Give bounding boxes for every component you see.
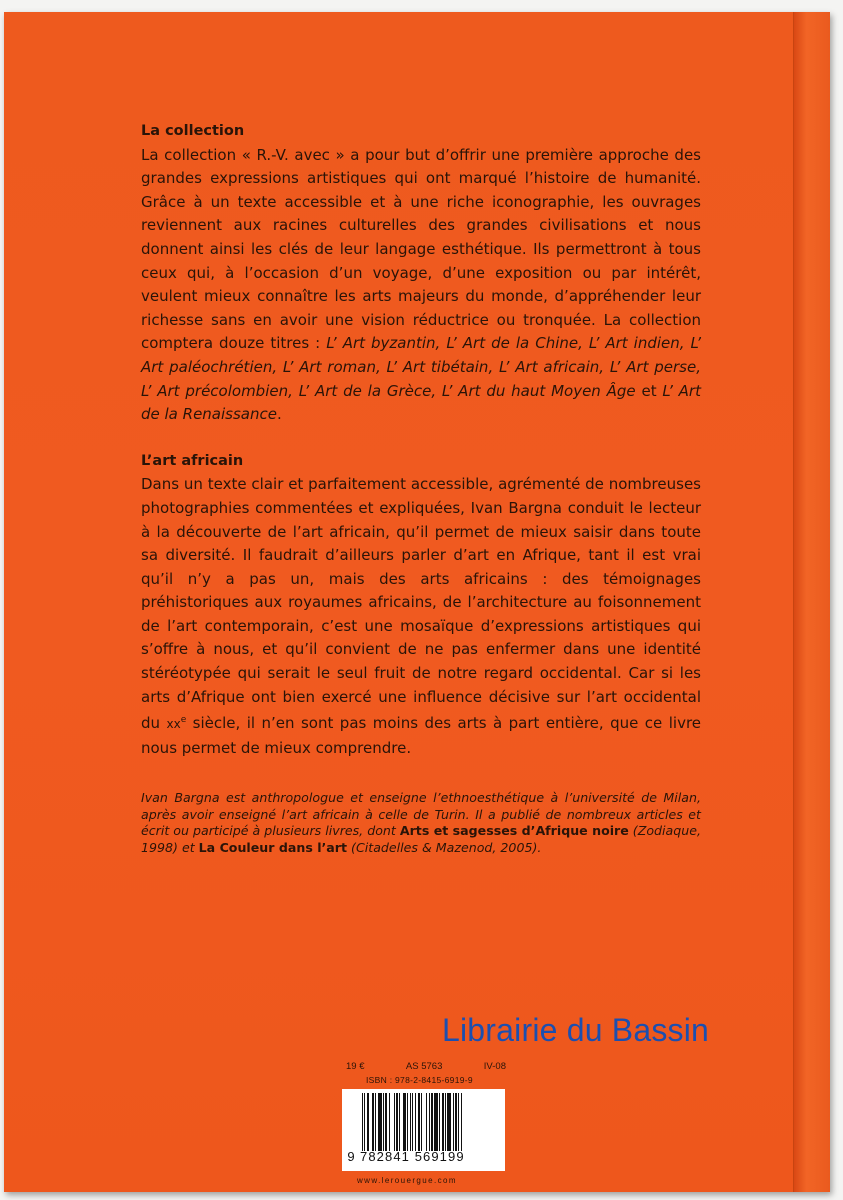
collection-last-title: L’ Art de la Renaissance — [141, 381, 701, 424]
bio-part1: Ivan Bargna est anthropologue et enseigne l’ethnoesthétique à l’université de Milan, après avoir enseigné l’art africain à celle de Turin. Il a publié de nombreux articles et écrit ou participé à plusieurs livres, dont — [141, 790, 701, 839]
collection-text: La collection « R.-V. avec » a pour but d’offrir une première approche des grandes expressions artistiques qui ont marqué l’histoire de humanité. Grâce à un texte accessible et à une riche iconographie, les ouvrages reviennent aux racines culturelles des grandes civilisations et nous donnent ainsi les clés de leur langage esthétique. Ils permettront à tous ceux qui, à l’occasion d’un voyage, d’une exposition ou par intérêt, veulent mieux connaître les arts majeurs du monde, d’appréhender leur richesse sans en avoir une vision réductrice ou tronquée. La collection comptera douze titres : — [141, 145, 701, 353]
collection-section — [141, 120, 701, 427]
author-bio — [141, 790, 701, 856]
collection-paragraph — [141, 144, 701, 427]
book-spine — [793, 12, 830, 1192]
collection-end: . — [276, 405, 282, 424]
african-art-section — [141, 450, 701, 761]
collection-heading: La collection — [141, 123, 245, 139]
bio-part2: (Zodiaque, 1998) et — [141, 823, 701, 855]
african-art-heading: L’art africain — [141, 452, 244, 469]
african-art-text-end: siècle, il n’en sont pas moins des arts à part entière, que ce livre nous permet de mieux comprendre. — [141, 714, 702, 757]
isbn-label: ISBN : 978-2-8415-6919-9 — [366, 1075, 473, 1085]
edition-code: IV-08 — [483, 1061, 506, 1072]
bio-book1: Arts et sagesses d’Afrique noire — [399, 823, 629, 839]
bio-part3: (Citadelles & Mazenod, 2005). — [347, 839, 542, 855]
century-superscript: e — [180, 715, 187, 726]
african-art-text: Dans un texte clair et parfaitement accessible, agrémenté de nombreuses photographies commentées et expliquées, Ivan Bargna conduit le lecteur à la découverte de l’art africain, qu’il permet de mieux saisir dans toute sa diversité. Il faudrait d’ailleurs parler d’art en Afrique, tant il est vrai qu’il n’y a pas un, mais des arts africains : des témoignages préhistoriques aux royaumes africains, de l’architecture au foisonnement de l’art contemporain, c’est une mosaïque d’expressions artistiques qui s’offre à nous, et qu’il convient de ne pas enfermer dans une identité stéréotypée qui serait le seul fruit de notre regard occidental. Car si les arts d’Afrique ont bien exercé une influence décisive sur l’art occidental du — [141, 475, 701, 733]
century-label: xx — [166, 717, 181, 732]
price-row — [346, 1061, 506, 1072]
barcode-digits — [342, 1149, 505, 1164]
barcode-first-digit: 9 — [347, 1149, 355, 1164]
publisher-website: www.lerouergue.com — [357, 1176, 457, 1185]
price: 19 € — [346, 1061, 365, 1072]
seller-watermark: Librairie du Bassin — [442, 1012, 710, 1048]
cover-text — [141, 120, 701, 869]
collection-titles-join: et — [635, 381, 663, 400]
collection-titles: L’ Art byzantin, L’ Art de la Chine, L’ Art indien, L’ Art paléochrétien, L’ Art roman, L’ Art tibétain, L’ Art africain, L’ Art perse, L’ Art précolombien, L’ Art de la Grèce, L’ Art du haut Moyen Âge — [141, 334, 701, 400]
barcode — [342, 1089, 505, 1171]
barcode-bar — [461, 1093, 462, 1151]
barcode-bars — [362, 1093, 497, 1151]
book-back-cover — [4, 12, 830, 1192]
product-code: AS 5763 — [405, 1061, 443, 1072]
african-art-paragraph — [141, 473, 701, 760]
bio-book2: La Couleur dans l’art — [198, 839, 348, 855]
barcode-number: 782841 569199 — [360, 1149, 465, 1164]
